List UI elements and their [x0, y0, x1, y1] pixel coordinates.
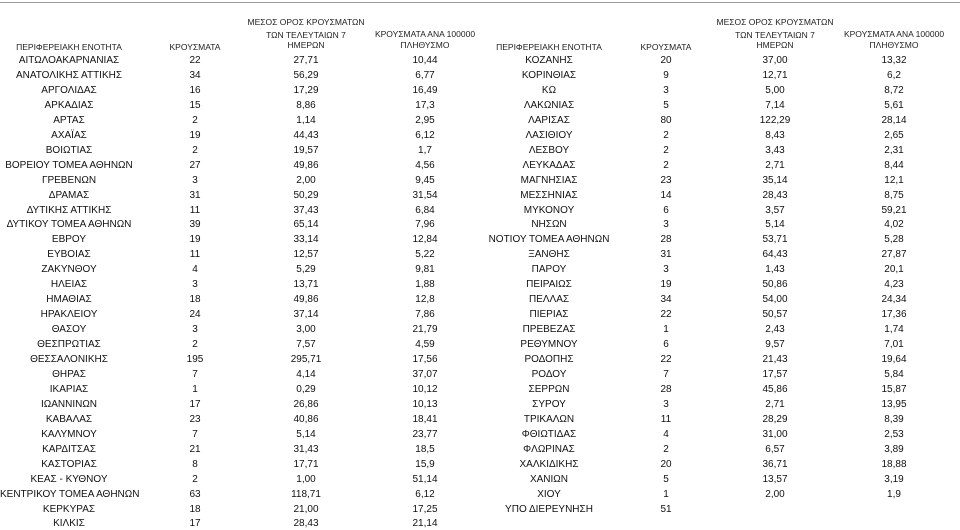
- per100k-cell: 5,61: [884, 99, 904, 111]
- per100k-cell: 8,39: [884, 413, 904, 425]
- header-avg7-line2: ΤΩΝ ΤΕΛΕΥΤΑΙΩΝ 7: [266, 29, 346, 40]
- avg7-cell: 53,71: [762, 234, 788, 246]
- per100k-cell: 8,44: [884, 159, 904, 171]
- per100k-cell: 51,14: [412, 473, 438, 485]
- cases-cell: 24: [189, 309, 201, 321]
- avg7-cell: 4,14: [296, 368, 316, 380]
- per100k-cell: 59,21: [881, 204, 907, 216]
- avg7-cell: 64,43: [762, 249, 788, 261]
- region-cell: ΡΟΔΟΠΗΣ: [524, 354, 574, 365]
- region-cell: ΤΡΙΚΑΛΩΝ: [523, 413, 575, 425]
- avg7-cell: 40,86: [293, 413, 319, 425]
- avg7-cell: 8,43: [765, 129, 785, 141]
- cases-cell: 19: [189, 234, 201, 246]
- per100k-cell: 1,74: [884, 324, 904, 336]
- cases-cell: 28: [660, 234, 672, 246]
- cases-cell: 19: [660, 279, 672, 291]
- header-cases-label: ΚΡΟΥΣΜΑΤΑ: [169, 42, 221, 52]
- avg7-cell: 50,57: [762, 309, 788, 321]
- left-header-avg7: [236, 17, 376, 51]
- avg7-cell: 12,57: [293, 249, 319, 261]
- per100k-cell: 19,64: [881, 354, 907, 365]
- region-cell: ΗΜΑΘΙΑΣ: [46, 294, 92, 306]
- avg7-cell: 5,29: [296, 264, 316, 276]
- avg7-cell: 45,86: [762, 383, 788, 395]
- left-header-per100k: [360, 29, 490, 50]
- cases-cell: 22: [189, 55, 201, 66]
- per100k-cell: 2,95: [415, 114, 435, 126]
- region-cell: ΝΗΣΩΝ: [531, 219, 567, 231]
- region-cell: ΑΡΤΑΣ: [53, 114, 85, 126]
- region-cell: ΣΕΡΡΩΝ: [528, 383, 570, 395]
- per100k-cell: 5,84: [884, 368, 904, 380]
- cases-cell: 63: [189, 488, 201, 500]
- top-rule: [0, 2, 960, 3]
- cases-cell: 18: [189, 503, 201, 515]
- cases-cell: 19: [189, 129, 201, 141]
- per100k-cell: 4,56: [415, 159, 435, 171]
- per100k-cell: 12,1: [884, 174, 904, 186]
- per100k-cell: 21,14: [412, 518, 438, 530]
- cases-cell: 3: [663, 219, 669, 231]
- per100k-cell: 17,56: [412, 354, 438, 365]
- per100k-cell: 12,8: [415, 294, 435, 306]
- cases-cell: 34: [660, 294, 672, 306]
- cases-cell: 2: [192, 114, 198, 126]
- avg7-cell: 295,71: [290, 354, 322, 365]
- per100k-cell: 18,41: [412, 413, 438, 425]
- header-avg7-line1: ΜΕΣΟΣ ΟΡΟΣ ΚΡΟΥΣΜΑΤΩΝ: [247, 17, 365, 27]
- avg7-cell: 6,57: [765, 443, 785, 455]
- region-cell: ΘΗΡΑΣ: [52, 368, 86, 380]
- per100k-cell: 4,02: [884, 219, 904, 231]
- cases-cell: 31: [189, 189, 201, 201]
- cases-cell: 8: [192, 458, 198, 470]
- avg7-cell: 8,86: [296, 99, 316, 111]
- avg7-cell: 36,71: [762, 458, 788, 470]
- per100k-cell: 3,19: [884, 473, 904, 485]
- cases-cell: 39: [189, 219, 201, 231]
- avg7-cell: 5,00: [765, 84, 785, 96]
- region-cell: ΚΑΣΤΟΡΙΑΣ: [41, 458, 97, 470]
- avg7-cell: 0,29: [296, 383, 316, 395]
- avg7-cell: 9,57: [765, 339, 785, 351]
- region-cell: ΚΕΑΣ - ΚΥΘΝΟΥ: [30, 473, 108, 485]
- per100k-cell: 10,44: [412, 55, 438, 66]
- cases-cell: 2: [192, 339, 198, 351]
- right-header-region: [480, 42, 618, 53]
- region-cell: ΚΟΡΙΝΘΙΑΣ: [521, 69, 577, 81]
- avg7-cell: 7,14: [765, 99, 785, 111]
- header-avg7-line2: ΤΩΝ ΤΕΛΕΥΤΑΙΩΝ 7: [735, 29, 815, 40]
- region-cell: ΚΙΛΚΙΣ: [53, 518, 85, 530]
- region-cell: ΘΕΣΣΑΛΟΝΙΚΗΣ: [30, 354, 108, 365]
- per100k-cell: 2,65: [884, 129, 904, 141]
- avg7-cell: 19,57: [293, 144, 319, 156]
- cases-cell: 21: [189, 443, 201, 455]
- avg7-cell: 28,29: [762, 413, 788, 425]
- avg7-cell: 65,14: [293, 219, 319, 231]
- avg7-cell: 50,29: [293, 189, 319, 201]
- region-cell: ΜΥΚΟΝΟΥ: [523, 204, 575, 216]
- region-cell: ΜΑΓΝΗΣΙΑΣ: [520, 174, 578, 186]
- header-per100k-line1: ΚΡΟΥΣΜΑΤΑ ΑΝΑ 100000: [843, 29, 945, 39]
- avg7-cell: 5,14: [296, 428, 316, 440]
- per100k-cell: 23,77: [412, 428, 438, 440]
- region-cell: ΛΕΥΚΑΔΑΣ: [522, 159, 576, 171]
- avg7-cell: 1,43: [765, 264, 785, 276]
- region-cell: ΥΠΟ ΔΙΕΡΕΥΝΗΣΗ: [505, 503, 593, 515]
- cases-cell: 4: [663, 428, 669, 440]
- per100k-cell: 5,22: [415, 249, 435, 261]
- per100k-cell: 1,9: [887, 488, 901, 500]
- region-cell: ΚΕΡΚΥΡΑΣ: [42, 503, 96, 515]
- per100k-cell: 8,75: [884, 189, 904, 201]
- region-cell: ΑΧΑΪΑΣ: [51, 129, 87, 141]
- per100k-cell: 4,23: [884, 279, 904, 291]
- region-cell: ΖΑΚΥΝΘΟΥ: [41, 264, 97, 276]
- region-cell: ΚΑΒΑΛΑΣ: [45, 413, 93, 425]
- avg7-cell: 27,71: [293, 55, 319, 66]
- avg7-cell: 5,14: [765, 219, 785, 231]
- per100k-cell: 8,72: [884, 84, 904, 96]
- cases-cell: 23: [189, 413, 201, 425]
- avg7-cell: 26,86: [293, 398, 319, 410]
- per100k-cell: 24,34: [881, 294, 907, 306]
- per100k-cell: 21,79: [412, 324, 438, 336]
- avg7-cell: 17,71: [293, 458, 319, 470]
- region-cell: ΧΑΝΙΩΝ: [529, 473, 569, 485]
- per100k-cell: 13,95: [881, 398, 907, 410]
- region-cell: ΚΑΡΔΙΤΣΑΣ: [42, 443, 96, 455]
- avg7-cell: 122,29: [759, 114, 791, 126]
- region-cell: ΠΡΕΒΕΖΑΣ: [522, 324, 576, 336]
- region-cell: ΚΟΖΑΝΗΣ: [525, 55, 573, 66]
- avg7-cell: 50,86: [762, 279, 788, 291]
- region-cell: ΚΕΝΤΡΙΚΟΥ ΤΟΜΕΑ ΑΘΗΝΩΝ: [0, 488, 140, 500]
- region-cell: ΚΑΛΥΜΝΟΥ: [41, 428, 97, 440]
- avg7-cell: 13,57: [762, 473, 788, 485]
- region-cell: ΑΡΓΟΛΙΔΑΣ: [41, 84, 97, 96]
- per100k-cell: 9,45: [415, 174, 435, 186]
- per100k-cell: 6,12: [415, 129, 435, 141]
- region-cell: ΒΟΡΕΙΟΥ ΤΟΜΕΑ ΑΘΗΝΩΝ: [5, 159, 133, 171]
- per100k-cell: 18,88: [881, 458, 907, 470]
- avg7-cell: 33,14: [293, 234, 319, 246]
- per100k-cell: 7,01: [884, 339, 904, 351]
- region-cell: ΕΒΡΟΥ: [51, 234, 87, 246]
- region-cell: ΡΟΔΟΥ: [531, 368, 567, 380]
- cases-cell: 16: [189, 84, 201, 96]
- cases-cell: 2: [663, 144, 669, 156]
- avg7-cell: 49,86: [293, 159, 319, 171]
- region-cell: ΒΟΙΩΤΙΑΣ: [45, 144, 93, 156]
- cases-cell: 28: [660, 383, 672, 395]
- region-cell: ΚΩ: [541, 84, 557, 96]
- per100k-cell: 1,88: [415, 279, 435, 291]
- header-avg7-line3: ΗΜΕΡΩΝ: [756, 40, 794, 50]
- per100k-cell: 2,53: [884, 428, 904, 440]
- per100k-cell: 15,87: [881, 383, 907, 395]
- avg7-cell: 13,71: [293, 279, 319, 291]
- per100k-cell: 7,86: [415, 309, 435, 321]
- region-cell: ΘΑΣΟΥ: [51, 324, 87, 336]
- region-cell: ΝΟΤΙΟΥ ΤΟΜΕΑ ΑΘΗΝΩΝ: [488, 234, 610, 246]
- left-header-cases: [155, 42, 235, 53]
- per100k-cell: 13,32: [881, 55, 907, 66]
- region-cell: ΑΡΚΑΔΙΑΣ: [44, 99, 94, 111]
- cases-cell: 4: [192, 264, 198, 276]
- per100k-cell: 1,7: [418, 144, 432, 156]
- cases-cell: 15: [189, 99, 201, 111]
- cases-cell: 2: [192, 144, 198, 156]
- per100k-cell: 16,49: [412, 84, 438, 96]
- avg7-cell: 28,43: [293, 518, 319, 530]
- per100k-cell: 9,81: [415, 264, 435, 276]
- avg7-cell: 3,43: [765, 144, 785, 156]
- cases-cell: 5: [663, 473, 669, 485]
- avg7-cell: 37,43: [293, 204, 319, 216]
- cases-cell: 51: [660, 503, 672, 515]
- cases-cell: 5: [663, 99, 669, 111]
- avg7-cell: 2,43: [765, 324, 785, 336]
- per100k-cell: 27,87: [881, 249, 907, 261]
- cases-cell: 3: [192, 279, 198, 291]
- cases-cell: 14: [660, 189, 672, 201]
- region-cell: ΕΥΒΟΙΑΣ: [47, 249, 91, 261]
- per100k-cell: 6,2: [887, 69, 901, 81]
- header-avg7-line1: ΜΕΣΟΣ ΟΡΟΣ ΚΡΟΥΣΜΑΤΩΝ: [716, 17, 834, 27]
- region-cell: ΦΘΙΩΤΙΔΑΣ: [521, 428, 577, 440]
- avg7-cell: 12,71: [762, 69, 788, 81]
- region-cell: ΣΥΡΟΥ: [532, 398, 566, 410]
- region-cell: ΗΛΕΙΑΣ: [50, 279, 88, 291]
- cases-cell: 11: [660, 413, 672, 425]
- per100k-cell: 4,59: [415, 339, 435, 351]
- per100k-cell: 12,84: [412, 234, 438, 246]
- cases-cell: 6: [663, 339, 669, 351]
- right-header-cases: [626, 42, 706, 53]
- avg7-cell: 31,43: [293, 443, 319, 455]
- cases-cell: 11: [189, 249, 201, 261]
- cases-cell: 2: [663, 129, 669, 141]
- header-per100k-line1: ΚΡΟΥΣΜΑΤΑ ΑΝΑ 100000: [374, 29, 476, 39]
- avg7-cell: 1,00: [296, 473, 316, 485]
- cases-cell: 7: [663, 368, 669, 380]
- region-cell: ΔΥΤΙΚΗΣ ΑΤΤΙΚΗΣ: [26, 204, 112, 216]
- region-cell: ΙΚΑΡΙΑΣ: [49, 383, 89, 395]
- right-header-per100k: [828, 29, 960, 50]
- region-cell: ΦΛΩΡΙΝΑΣ: [523, 443, 575, 455]
- cases-cell: 195: [186, 354, 204, 365]
- region-cell: ΧΙΟΥ: [537, 488, 561, 500]
- cases-cell: 3: [663, 84, 669, 96]
- cases-cell: 22: [660, 354, 672, 365]
- region-cell: ΗΡΑΚΛΕΙΟΥ: [40, 309, 98, 321]
- region-cell: ΛΑΡΙΣΑΣ: [528, 114, 570, 126]
- region-cell: ΑΝΑΤΟΛΙΚΗΣ ΑΤΤΙΚΗΣ: [15, 69, 123, 81]
- avg7-cell: 118,71: [291, 488, 321, 500]
- per100k-cell: 6,84: [415, 204, 435, 216]
- per100k-cell: 10,13: [412, 398, 438, 410]
- header-avg7-line3: ΗΜΕΡΩΝ: [287, 40, 325, 50]
- region-cell: ΑΙΤΩΛΟΑΚΑΡΝΑΝΙΑΣ: [18, 55, 120, 66]
- avg7-cell: 2,00: [765, 488, 785, 500]
- avg7-cell: 44,43: [293, 129, 319, 141]
- cases-cell: 22: [660, 309, 672, 321]
- avg7-cell: 1,14: [296, 114, 316, 126]
- per100k-cell: 5,28: [884, 234, 904, 246]
- cases-cell: 3: [192, 174, 198, 186]
- avg7-cell: 35,14: [762, 174, 788, 186]
- avg7-cell: 2,71: [765, 159, 785, 171]
- header-region-label: ΠΕΡΙΦΕΡΕΙΑΚΗ ΕΝΟΤΗΤΑ: [496, 42, 602, 52]
- right-header-avg7: [705, 17, 845, 51]
- avg7-cell: 37,14: [293, 309, 319, 321]
- per100k-cell: 3,89: [884, 443, 904, 455]
- cases-cell: 20: [660, 55, 672, 66]
- avg7-cell: 56,29: [293, 69, 319, 81]
- per100k-cell: 6,12: [415, 488, 435, 500]
- cases-cell: 17: [189, 518, 201, 530]
- per100k-cell: 17,3: [415, 99, 435, 111]
- region-cell: ΜΕΣΣΗΝΙΑΣ: [520, 189, 578, 201]
- avg7-cell: 37,00: [762, 55, 788, 66]
- per100k-cell: 15,9: [415, 458, 435, 470]
- region-cell: ΔΥΤΙΚΟΥ ΤΟΜΕΑ ΑΘΗΝΩΝ: [6, 219, 132, 231]
- cases-cell: 2: [192, 473, 198, 485]
- cases-cell: 27: [189, 159, 201, 171]
- avg7-cell: 28,43: [762, 189, 788, 201]
- per100k-cell: 6,77: [415, 69, 435, 81]
- region-cell: ΛΑΣΙΘΙΟΥ: [525, 129, 573, 141]
- cases-cell: 6: [663, 204, 669, 216]
- per100k-cell: 37,07: [412, 368, 438, 380]
- cases-cell: 7: [192, 368, 198, 380]
- avg7-cell: 21,00: [293, 503, 319, 515]
- cases-cell: 2: [663, 159, 669, 171]
- region-cell: ΠΕΙΡΑΙΩΣ: [526, 279, 572, 291]
- per100k-cell: 7,96: [415, 219, 435, 231]
- region-cell: ΧΑΛΚΙΔΙΚΗΣ: [519, 458, 579, 470]
- per100k-cell: 31,54: [412, 189, 438, 201]
- cases-cell: 1: [663, 488, 669, 500]
- region-cell: ΠΑΡΟΥ: [531, 264, 567, 276]
- cases-cell: 2: [663, 443, 669, 455]
- avg7-cell: 54,00: [762, 294, 788, 306]
- per100k-cell: 28,14: [881, 114, 907, 126]
- cases-cell: 80: [660, 114, 672, 126]
- per100k-cell: 17,25: [412, 503, 438, 515]
- cases-cell: 1: [192, 383, 198, 395]
- avg7-cell: 49,86: [293, 294, 319, 306]
- per100k-cell: 17,36: [881, 309, 907, 321]
- region-cell: ΡΕΘΥΜΝΟΥ: [520, 339, 578, 351]
- cases-cell: 23: [660, 174, 672, 186]
- cases-cell: 9: [663, 69, 669, 81]
- region-cell: ΙΩΑΝΝΙΝΩΝ: [40, 398, 98, 410]
- region-cell: ΔΡΑΜΑΣ: [48, 189, 90, 201]
- left-header-region: [0, 42, 138, 53]
- region-cell: ΠΕΛΛΑΣ: [528, 294, 570, 306]
- header-cases-label: ΚΡΟΥΣΜΑΤΑ: [640, 42, 692, 52]
- cases-cell: 34: [189, 69, 201, 81]
- cases-cell: 18: [189, 294, 201, 306]
- header-per100k-line2: ΠΛΗΘΥΣΜΟ: [869, 39, 919, 50]
- cases-cell: 3: [663, 264, 669, 276]
- region-cell: ΛΕΣΒΟΥ: [528, 144, 570, 156]
- header-region-label: ΠΕΡΙΦΕΡΕΙΑΚΗ ΕΝΟΤΗΤΑ: [16, 42, 122, 52]
- avg7-cell: 3,00: [296, 324, 316, 336]
- avg7-cell: 2,71: [765, 398, 785, 410]
- cases-cell: 3: [663, 398, 669, 410]
- header-per100k-line2: ΠΛΗΘΥΣΜΟ: [400, 39, 450, 50]
- per100k-cell: 2,31: [884, 144, 904, 156]
- avg7-cell: 2,00: [296, 174, 316, 186]
- cases-cell: 17: [189, 398, 201, 410]
- region-cell: ΓΡΕΒΕΝΩΝ: [41, 174, 97, 186]
- cases-cell: 11: [189, 204, 201, 216]
- region-cell: ΠΙΕΡΙΑΣ: [529, 309, 569, 321]
- avg7-cell: 31,00: [762, 428, 788, 440]
- region-cell: ΛΑΚΩΝΙΑΣ: [523, 99, 575, 111]
- avg7-cell: 3,57: [765, 204, 785, 216]
- avg7-cell: 7,57: [296, 339, 316, 351]
- avg7-cell: 17,57: [762, 368, 788, 380]
- cases-cell: 20: [660, 458, 672, 470]
- per100k-cell: 18,5: [415, 443, 435, 455]
- cases-cell: 3: [192, 324, 198, 336]
- region-cell: ΘΕΣΠΡΩΤΙΑΣ: [37, 339, 101, 351]
- avg7-cell: 21,43: [762, 354, 788, 365]
- avg7-cell: 17,29: [293, 84, 319, 96]
- per100k-cell: 10,12: [412, 383, 438, 395]
- cases-cell: 1: [663, 324, 669, 336]
- cases-cell: 7: [192, 428, 198, 440]
- per100k-cell: 20,1: [884, 264, 904, 276]
- region-cell: ΞΑΝΘΗΣ: [528, 249, 570, 261]
- cases-cell: 31: [660, 249, 672, 261]
